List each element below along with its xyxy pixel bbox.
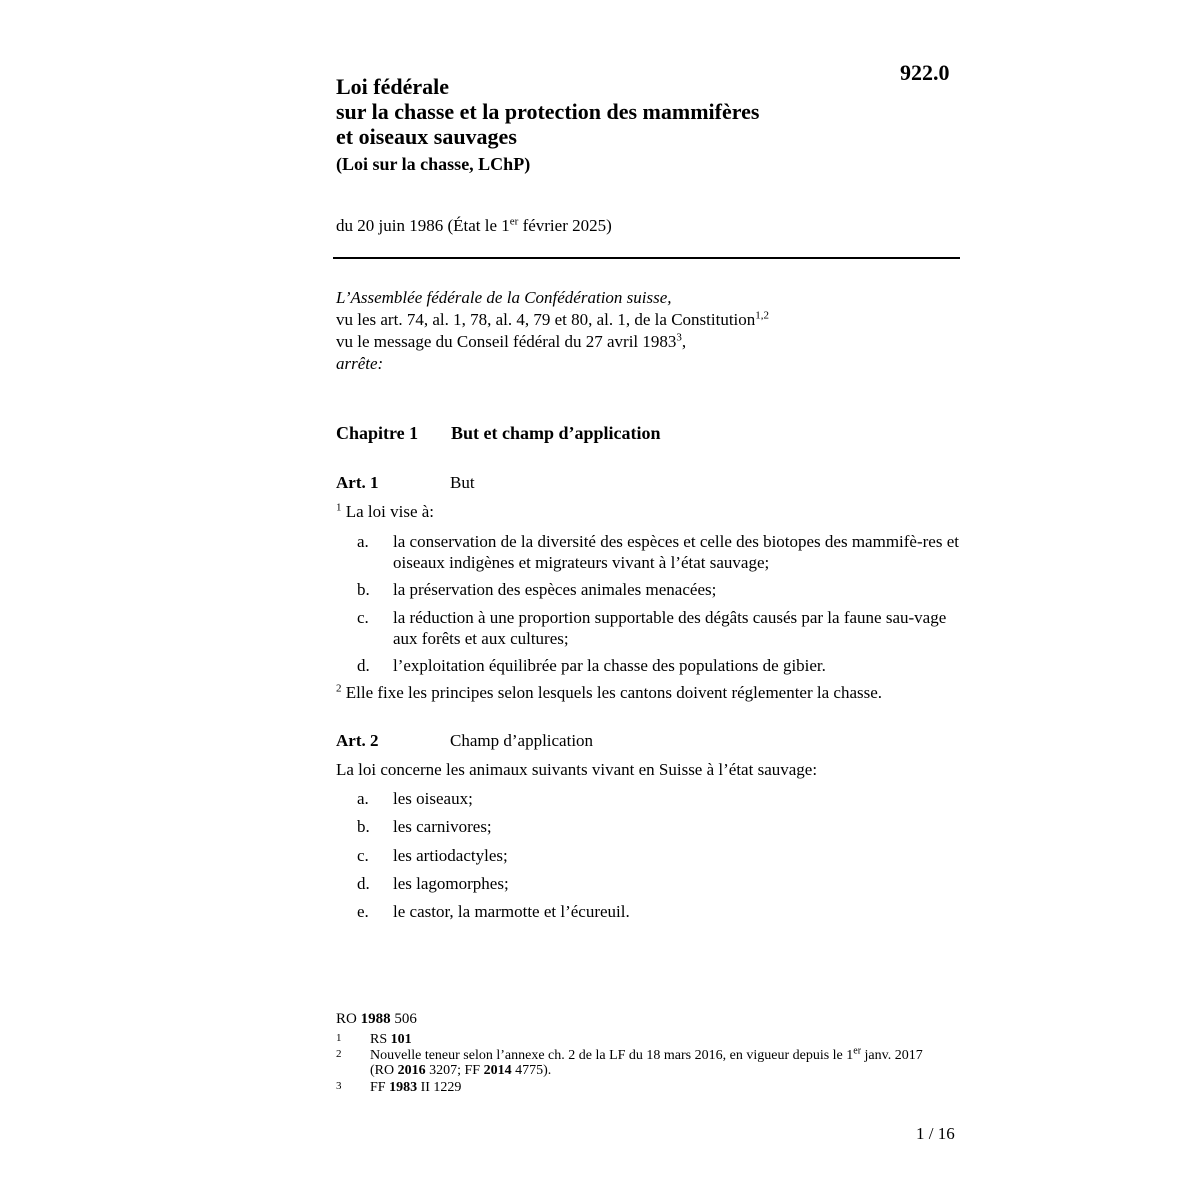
law-title: [336, 74, 759, 149]
paragraph-number: 1: [336, 501, 342, 514]
preamble: [336, 287, 769, 375]
chapter-title: But et champ d’application: [451, 423, 661, 443]
sr-number: 922.0: [900, 60, 950, 85]
article-1-paragraph-2: [336, 683, 882, 703]
paragraph-text: Elle fixe les principes selon lesquels les cantons doivent réglementer la chasse.: [341, 683, 883, 702]
chapter-heading: [336, 423, 661, 444]
message-end: ,: [681, 332, 687, 351]
list-letter: d.: [357, 874, 370, 893]
footnote-segment: 4775).: [511, 1063, 552, 1078]
list-letter: b.: [357, 580, 370, 599]
list-letter: c.: [357, 846, 369, 865]
footnote-segment: 3207; FF: [425, 1063, 484, 1078]
ro-reference: [336, 1011, 417, 1028]
ro-year: 1988: [360, 1011, 391, 1027]
footnote-bold-segment: 101: [390, 1032, 412, 1047]
date-status-line: [336, 216, 612, 236]
article-title: But: [450, 473, 475, 492]
footnote-ref-3[interactable]: 3: [676, 331, 682, 344]
footnote-bold-segment: 1983: [389, 1080, 418, 1095]
footnote-bold-segment: 2014: [483, 1063, 512, 1078]
footnote-segment: II 1229: [417, 1080, 462, 1095]
footnote-bold-segment: 2016: [397, 1063, 426, 1078]
constitution-text: vu les art. 74, al. 1, 78, al. 4, 79 et 80, al. 1, de la Constitution: [336, 310, 756, 329]
list-text: la réduction à une proportion supportable des dégâts causés par la faune sau-vage aux forêts et aux cultures;: [393, 608, 947, 648]
date-suffix: février 2025): [518, 216, 612, 235]
footnote-segment: FF: [370, 1080, 390, 1095]
list-text: les lagomorphes;: [393, 874, 509, 893]
short-title: (Loi sur la chasse, LChP): [336, 154, 531, 174]
title-line: sur la chasse et la protection des mammifères: [336, 99, 760, 124]
list-letter: d.: [357, 656, 370, 675]
list-letter: c.: [357, 608, 369, 627]
article-1-paragraph-1: [336, 502, 434, 522]
date-superscript: er: [509, 215, 519, 228]
footnote-superscript: er: [853, 1045, 862, 1057]
ro-page: 506: [390, 1011, 417, 1027]
list-text: les carnivores;: [393, 817, 492, 836]
footnote-number: 2: [336, 1048, 342, 1060]
article-number: Art. 1: [336, 473, 379, 492]
header-divider: [333, 257, 960, 259]
ro-prefix: RO: [336, 1011, 361, 1027]
chapter-number: Chapitre 1: [336, 423, 419, 443]
message-text: vu le message du Conseil fédéral du 27 avril 1983: [336, 332, 677, 351]
preamble-constitution: [336, 309, 769, 331]
article-2-heading: [336, 731, 593, 751]
list-text: la préservation des espèces animales menacées;: [393, 580, 717, 599]
footnote-text: [370, 1032, 930, 1047]
list-text: les oiseaux;: [393, 789, 473, 808]
footnote-number: 3: [336, 1080, 342, 1092]
paragraph-number: 2: [336, 682, 342, 695]
list-text: la conservation de la diversité des espèces et celle des biotopes des mammifè-res et oiseaux indigènes et migrateurs vivant à l’état sauvage;: [393, 532, 959, 572]
footnote-ref-1-2[interactable]: 1,2: [755, 309, 770, 322]
footnote-number: 1: [336, 1032, 342, 1044]
footnote-segment: RS: [370, 1032, 391, 1047]
list-text: le castor, la marmotte et l’écureuil.: [393, 902, 630, 921]
title-line: Loi fédérale: [336, 74, 450, 99]
title-line: et oiseaux sauvages: [336, 124, 517, 149]
list-letter: e.: [357, 902, 369, 921]
footnote-segment: Nouvelle teneur selon l’annexe ch. 2 de la LF du 18 mars 2016, en vigueur depuis le 1: [370, 1048, 854, 1063]
article-number: Art. 2: [336, 731, 379, 750]
list-letter: b.: [357, 817, 370, 836]
article-2-intro: La loi concerne les animaux suivants vivant en Suisse à l’état sauvage:: [336, 760, 818, 779]
list-letter: a.: [357, 789, 369, 808]
page-number: 1 / 16: [916, 1124, 955, 1143]
list-text: l’exploitation équilibrée par la chasse des populations de gibier.: [393, 656, 826, 675]
article-1-heading: [336, 473, 475, 493]
preamble-assembly: L’Assemblée fédérale de la Confédération suisse,: [336, 288, 672, 307]
footnote-text: [370, 1045, 930, 1078]
preamble-decree: arrête:: [336, 354, 384, 373]
paragraph-text: La loi vise à:: [341, 502, 435, 521]
footnote-segment: janv. 2017 (RO: [370, 1048, 923, 1078]
date-prefix: du 20 juin 1986 (État le 1: [336, 216, 510, 235]
article-title: Champ d’application: [450, 731, 594, 750]
list-text: les artiodactyles;: [393, 846, 508, 865]
footnote-text: [370, 1080, 930, 1095]
list-letter: a.: [357, 532, 369, 551]
preamble-message: [336, 331, 769, 353]
